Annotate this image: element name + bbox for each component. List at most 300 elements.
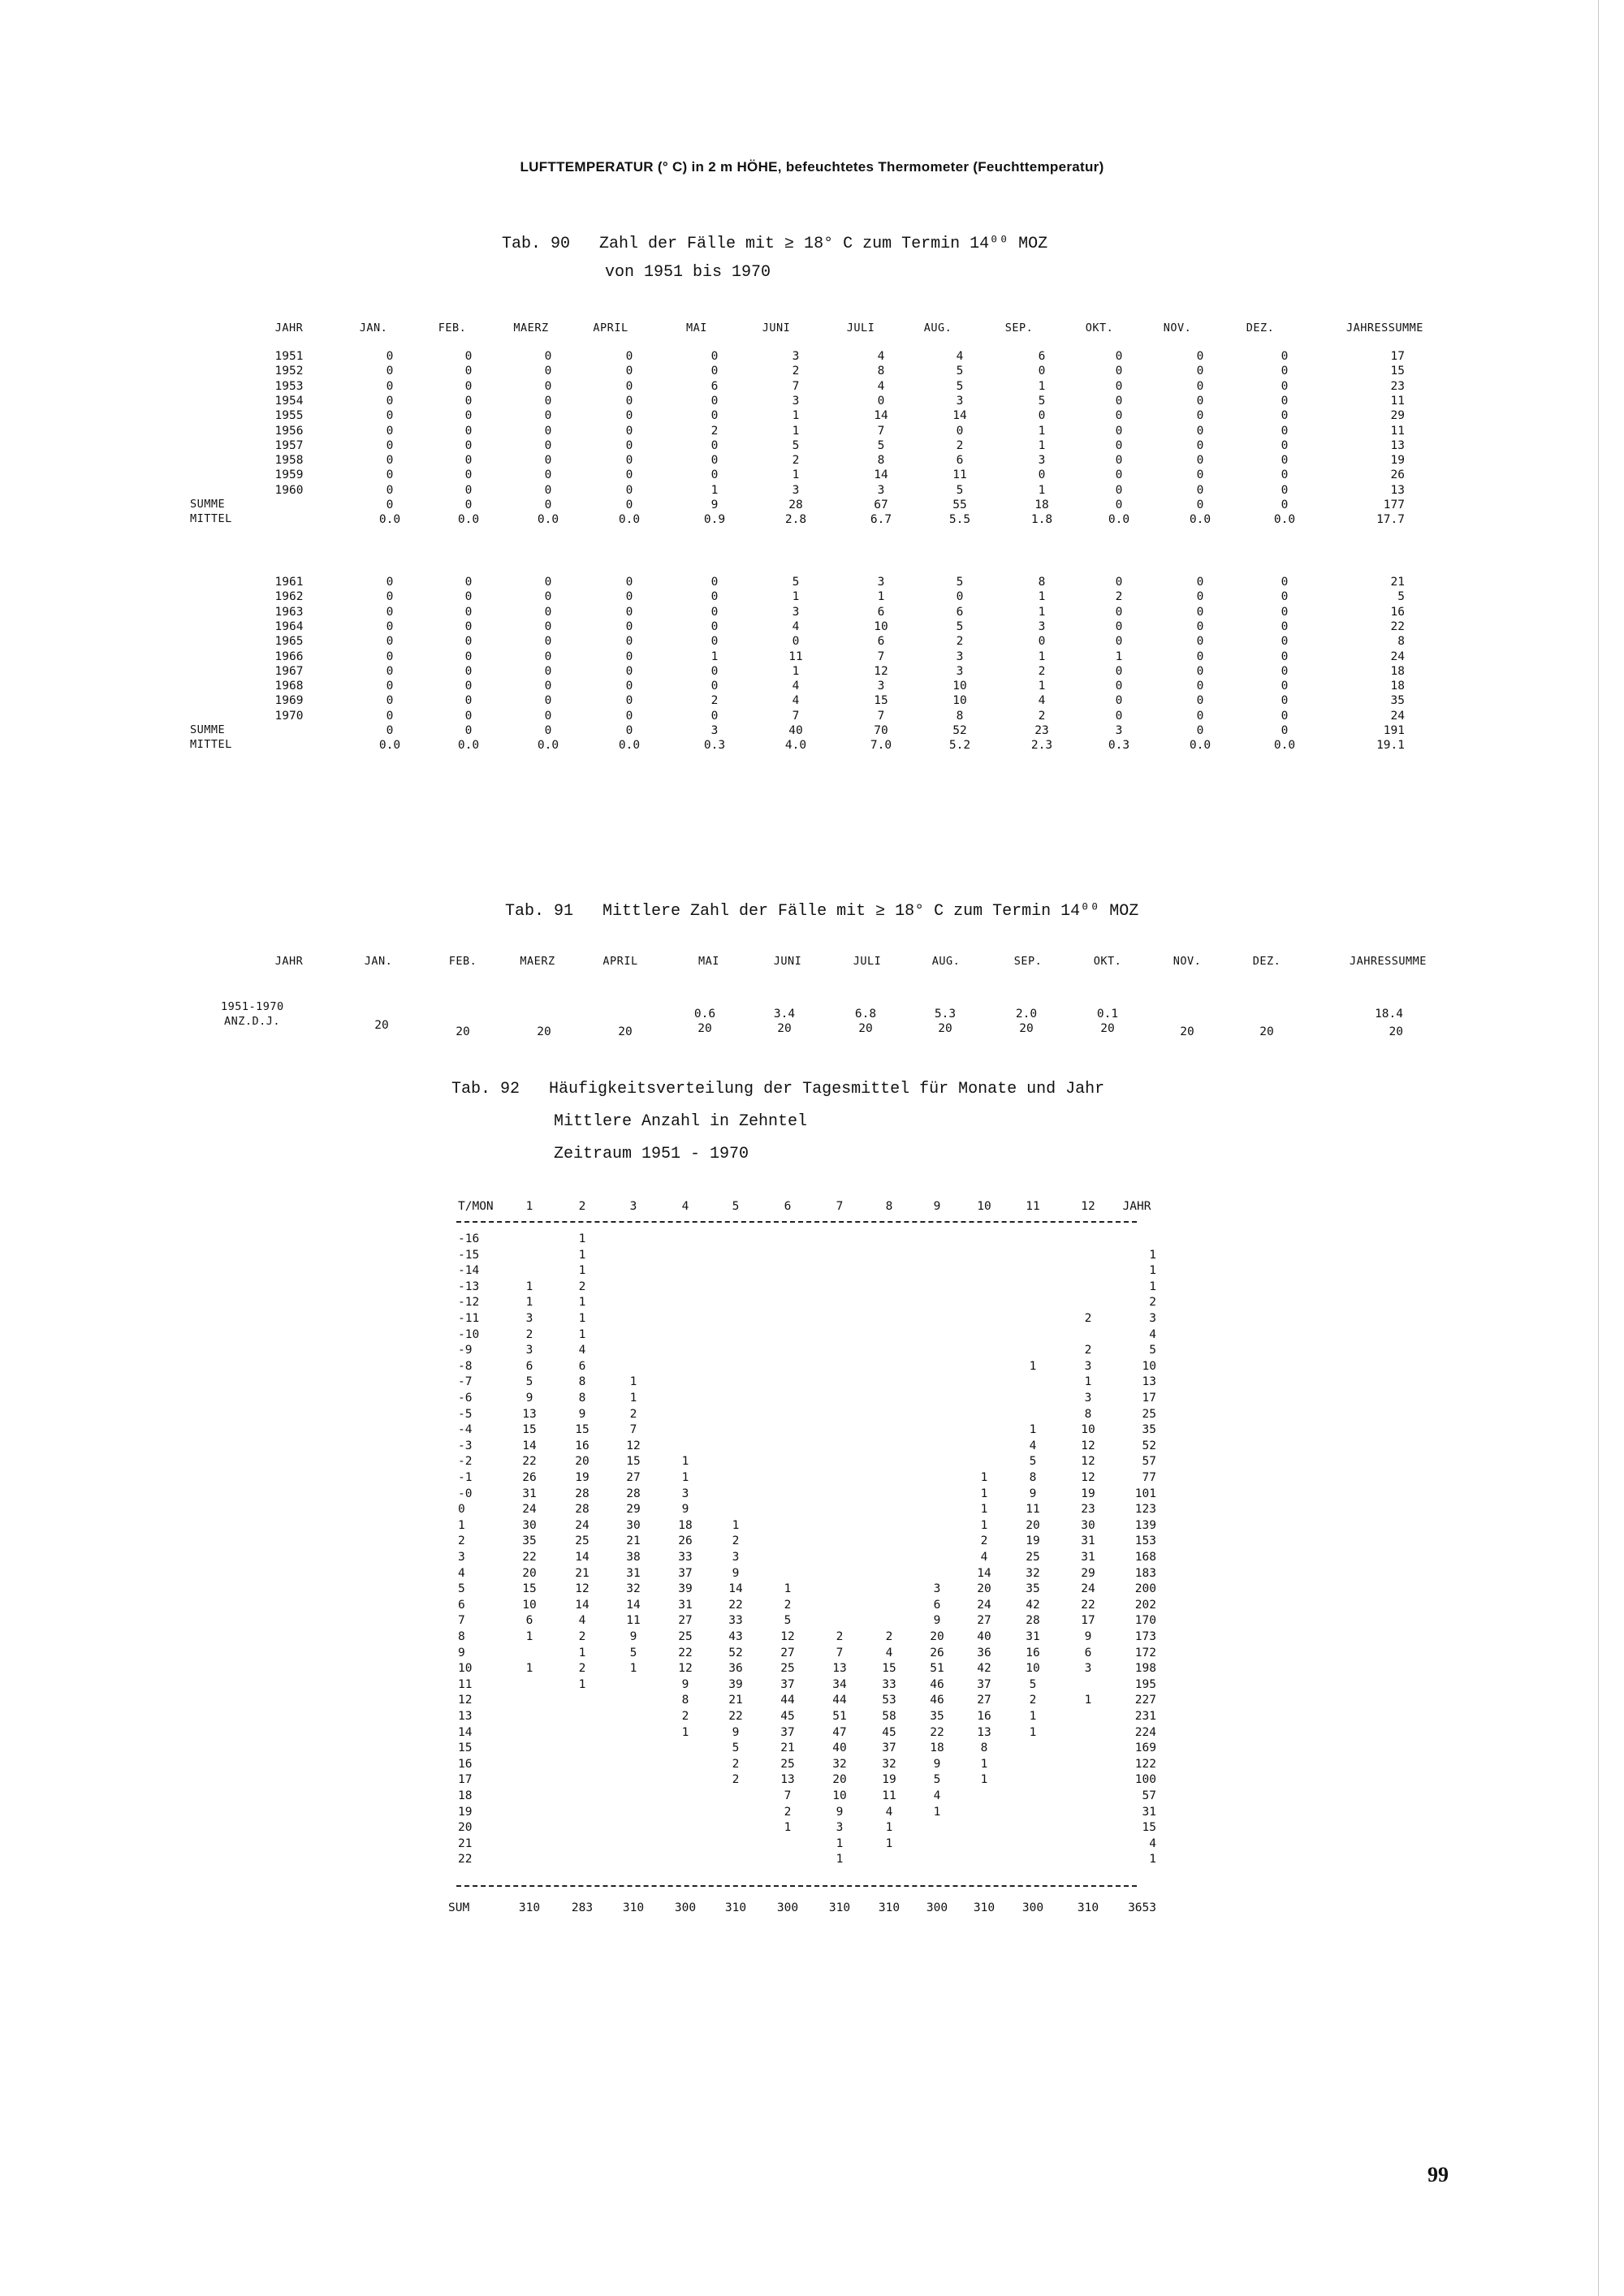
- tab90-b1-cell: 0: [1038, 365, 1046, 378]
- tab90-b2-cell: 0: [625, 650, 633, 663]
- tab90-b2-cell: 19.1: [1376, 739, 1405, 753]
- tab90-b2-cell: 0: [386, 724, 394, 737]
- tab90-b2-cell: 0: [386, 709, 394, 723]
- tab92-cell: 1: [525, 1630, 533, 1643]
- tab92-cell: 43: [728, 1630, 743, 1643]
- tab92-cell: 2: [525, 1327, 533, 1341]
- tab92-cell: 15: [1142, 1821, 1156, 1835]
- tab90-b2-cell: 0: [544, 709, 552, 723]
- tab90-b2-cell: 1: [1038, 590, 1046, 604]
- tab92-cell: 1: [629, 1392, 637, 1405]
- tab90-b2-cell: 0: [710, 664, 719, 678]
- tab92-cell: 25: [575, 1534, 590, 1548]
- tab90-b2-cell: 0: [544, 664, 552, 678]
- tab90-b1-cell: 0: [1115, 350, 1123, 363]
- tab90-b1-cell: 1: [1038, 438, 1046, 452]
- tab90-b1-cell: 0.0: [618, 513, 641, 527]
- tab90-b2-cell: 0.0: [1273, 739, 1296, 753]
- tab92-cell: 21: [780, 1741, 795, 1755]
- tab92-cell: 14: [626, 1598, 641, 1612]
- tab92-cell: 52: [1142, 1439, 1156, 1452]
- tab90-b2-cell: 0: [544, 590, 552, 604]
- tab92-cell: 183: [1134, 1566, 1156, 1580]
- tab90-b2-cell: 10: [874, 619, 888, 633]
- tab91-mean-cell: 2.0: [1015, 1008, 1038, 1021]
- tab92-cell: 13: [977, 1725, 991, 1739]
- tab92-row-header: T/MON: [458, 1200, 494, 1213]
- tab92-cell: 4: [885, 1646, 893, 1659]
- tab92-temp-label: 0: [458, 1503, 465, 1517]
- tab91-years-cell: 20: [1180, 1025, 1194, 1038]
- tab90-b1-cell: 0: [1281, 454, 1289, 468]
- tab92-cell: 37: [780, 1725, 795, 1739]
- tab92-month-header-6: 7: [836, 1200, 844, 1213]
- tab90-b2-cell: 5: [1397, 590, 1405, 604]
- tab92-month-header-0: 1: [525, 1200, 533, 1213]
- tab92-cell: 22: [1081, 1598, 1095, 1612]
- tab92-cell: 231: [1134, 1710, 1156, 1723]
- tab90-b1-cell: 0: [1281, 394, 1289, 408]
- tab90-b1-cell: 0: [1196, 394, 1204, 408]
- tab90-b2-cell: 7: [877, 709, 885, 723]
- tab90-b2-cell: 0: [1196, 694, 1204, 708]
- tab92-cell: 30: [522, 1518, 537, 1532]
- tab90-b2-cell: 0: [1196, 605, 1204, 619]
- tab90-b2-cell: 3: [877, 576, 885, 589]
- tab92-cell: 16: [575, 1439, 590, 1452]
- tab90-b2-cell: 2: [1038, 709, 1046, 723]
- tab92-cell: 28: [575, 1487, 590, 1500]
- tab92-cell: 9: [732, 1725, 740, 1739]
- tab92-cell: 4: [933, 1789, 941, 1802]
- tab90-b1-year-4: 1955: [274, 409, 304, 423]
- tab92-cell: 15: [522, 1423, 537, 1437]
- tab92-cell: 25: [780, 1662, 795, 1676]
- tab92-temp-label: -16: [458, 1232, 480, 1245]
- tab92-cell: 1: [980, 1503, 988, 1517]
- tab90-b1-cell: 5: [956, 379, 964, 393]
- tab92-cell: 14: [575, 1598, 590, 1612]
- tab92-cell: 30: [1081, 1518, 1095, 1532]
- tab90-b1-cell: 0: [625, 365, 633, 378]
- tab92-cell: 17: [1081, 1614, 1095, 1628]
- tab92-cell: 17: [1142, 1392, 1156, 1405]
- tab92-cell: 10: [832, 1789, 847, 1802]
- tab91-header-4: APRIL: [603, 955, 638, 968]
- tab90-b1-cell: 7: [877, 424, 885, 438]
- tab92-cell: 32: [882, 1757, 896, 1771]
- scan-edge: [1598, 0, 1599, 2296]
- tab92-cell: 5: [784, 1614, 792, 1628]
- tab90-b2-cell: 7: [792, 709, 800, 723]
- tab92-cell: 1: [1149, 1248, 1156, 1262]
- tab90-b2-cell: 0: [625, 724, 633, 737]
- tab90-b1-cell: 0: [1038, 409, 1046, 423]
- tab90-b1-cell: 6: [710, 379, 719, 393]
- tab92-cell: 2: [578, 1280, 586, 1293]
- tab90-b1-cell: 26: [1390, 468, 1405, 482]
- tab92-temp-label: -3: [458, 1439, 473, 1452]
- tab90-b2-cell: 0: [386, 664, 394, 678]
- tab90-b2-cell: 0: [625, 619, 633, 633]
- tab92-temp-label: 6: [458, 1598, 465, 1612]
- tab90-header-10: OKT.: [1085, 322, 1114, 334]
- tab90-b1-cell: 28: [788, 498, 803, 511]
- tab90-b2-cell: 0: [1115, 576, 1123, 589]
- tab90-b2-cell: 8: [1038, 576, 1046, 589]
- tab90-b2-cell: 191: [1383, 724, 1405, 737]
- tab90-b2-cell: 0: [1115, 694, 1123, 708]
- tab92-cell: 57: [1142, 1789, 1156, 1802]
- tab90-b2-cell: 0: [464, 650, 473, 663]
- tab92-cell: 2: [1029, 1694, 1037, 1707]
- tab90-header-1: JAN.: [359, 322, 388, 334]
- tab90-b2-cell: 0: [464, 664, 473, 678]
- tab92-temp-label: -6: [458, 1392, 473, 1405]
- tab90-b2-cell: 7.0: [870, 739, 892, 753]
- tab90-b2-cell: 0: [1196, 709, 1204, 723]
- tab92-cell: 12: [626, 1439, 641, 1452]
- tab90-b2-cell: 0: [1115, 619, 1123, 633]
- tab92-caption: Tab. 92 Häufigkeitsverteilung der Tagesmittel für Monate und Jahr: [451, 1080, 1105, 1098]
- tab90-b2-cell: 4: [792, 694, 800, 708]
- tab90-header-5: MAI: [686, 322, 707, 334]
- tab90-b1-cell: 0: [877, 394, 885, 408]
- tab90-b1-cell: 4: [877, 379, 885, 393]
- tab92-cell: 1: [885, 1836, 893, 1850]
- page-number: 99: [1427, 2163, 1449, 2186]
- tab90-b1-cell: 0: [1115, 365, 1123, 378]
- tab92-cell: 7: [629, 1423, 637, 1437]
- tab90-b1-cell: 0: [1115, 379, 1123, 393]
- tab92-cell: 4: [1149, 1327, 1156, 1341]
- tab92-cell: 27: [626, 1471, 641, 1484]
- tab90-b2-cell: 0: [1281, 680, 1289, 693]
- tab92-cell: 6: [525, 1359, 533, 1373]
- tab90-b1-cell: 1: [792, 409, 800, 423]
- tab92-cell: 1: [933, 1805, 941, 1819]
- tab92-cell: 37: [780, 1677, 795, 1691]
- tab92-cell: 1: [732, 1518, 740, 1532]
- tab90-b1-cell: 55: [952, 498, 967, 511]
- tab92-cell: 51: [930, 1662, 944, 1676]
- tab90-b1-cell: 0: [544, 365, 552, 378]
- tab91-years-cell: 20: [537, 1025, 551, 1038]
- tab92-sum-cell: 310: [622, 1901, 645, 1914]
- tab92-cell: 22: [728, 1710, 743, 1723]
- tab91-years-cell: 20: [1019, 1022, 1034, 1035]
- tab90-b2-cell: 18: [1390, 664, 1405, 678]
- tab92-cell: 1: [525, 1280, 533, 1293]
- tab92-cell: 1: [578, 1312, 586, 1325]
- tab90-b2-cell: 0: [544, 724, 552, 737]
- tab90-b2-cell: 2: [1115, 590, 1123, 604]
- tab92-cell: 9: [1084, 1630, 1092, 1643]
- tab92-cell: 3: [836, 1821, 844, 1835]
- tab92-cell: 32: [1026, 1566, 1040, 1580]
- tab90-b1-cell: 5: [1038, 394, 1046, 408]
- tab92-cell: 19: [575, 1471, 590, 1484]
- tab90-b2-cell: 0.0: [1189, 739, 1212, 753]
- tab90-b1-year-0: 1951: [274, 350, 304, 363]
- tab90-b1-cell: 0: [544, 379, 552, 393]
- tab90-b2-cell: 6: [956, 605, 964, 619]
- tab90-b2-cell: 0: [710, 709, 719, 723]
- tab91-years-cell: 20: [777, 1022, 792, 1035]
- tab90-b2-cell: 0: [1038, 635, 1046, 649]
- tab90-b2-cell: 10: [952, 694, 967, 708]
- tab90-b2-cell: 0: [1281, 619, 1289, 633]
- tab90-b1-cell: 0: [386, 438, 394, 452]
- tab90-b1-cell: 13: [1390, 483, 1405, 497]
- tab92-temp-label: 11: [458, 1677, 473, 1691]
- tab92-cell: 2: [885, 1630, 893, 1643]
- tab90-b1-cell: 0: [1281, 424, 1289, 438]
- tab90-b1-cell: 0: [1196, 438, 1204, 452]
- tab90-b2-cell: 3: [710, 724, 719, 737]
- tab92-temp-label: -13: [458, 1280, 480, 1293]
- tab92-cell: 2: [578, 1630, 586, 1643]
- tab92-temp-label: -14: [458, 1264, 480, 1278]
- tab90-b2-cell: 0: [1281, 664, 1289, 678]
- tab90-b2-cell: 3: [792, 605, 800, 619]
- tab92-cell: 28: [575, 1503, 590, 1517]
- tab90-b1-cell: 0: [1115, 409, 1123, 423]
- tab90-b1-cell: 0: [625, 483, 633, 497]
- tab90-b2-cell: 52: [952, 724, 967, 737]
- tab91-years-cell: 20: [858, 1022, 873, 1035]
- tab90-b1-year-8: 1959: [274, 468, 304, 482]
- tab92-cell: 9: [578, 1407, 586, 1421]
- tab90-b1-cell: 4: [877, 350, 885, 363]
- tab90-b1-cell: 0: [1281, 483, 1289, 497]
- tab92-temp-label: 14: [458, 1725, 473, 1739]
- tab92-cell: 4: [578, 1344, 586, 1357]
- tab90-b2-cell: 0: [464, 709, 473, 723]
- tab92-cell: 8: [1029, 1471, 1037, 1484]
- tab90-b1-cell: 14: [874, 468, 888, 482]
- tab90-header-6: JUNI: [762, 322, 791, 334]
- tab90-b2-cell: 0: [625, 590, 633, 604]
- tab90-b1-cell: 0: [464, 483, 473, 497]
- tab90-header-9: SEP.: [1004, 322, 1034, 334]
- tab90-b2-year-9: 1970: [274, 709, 304, 723]
- tab92-cell: 8: [578, 1375, 586, 1389]
- tab92-cell: 19: [1026, 1534, 1040, 1548]
- tab92-cell: 22: [522, 1455, 537, 1469]
- tab92-cell: 1: [1029, 1725, 1037, 1739]
- tab92-month-header-8: 9: [933, 1200, 941, 1213]
- tab92-cell: 6: [578, 1359, 586, 1373]
- tab92-cell: 22: [728, 1598, 743, 1612]
- tab90-b2-cell: 0: [710, 619, 719, 633]
- tab90-b2-cell: 22: [1390, 619, 1405, 633]
- tab92-cell: 31: [678, 1598, 693, 1612]
- tab90-b2-cell: 0: [464, 680, 473, 693]
- tab91-mean-cell: 18.4: [1375, 1008, 1403, 1021]
- tab92-cell: 1: [578, 1232, 586, 1245]
- tab91-header-7: JULI: [853, 955, 882, 968]
- tab90-b2-cell: 0: [464, 694, 473, 708]
- tab92-temp-label: 19: [458, 1805, 473, 1819]
- tab90-b2-year-1: 1962: [274, 590, 304, 604]
- tab92-temp-label: 10: [458, 1662, 473, 1676]
- tab90-b1-cell: 0: [625, 498, 633, 511]
- tab90-b1-cell: 0: [544, 409, 552, 423]
- tab90-b2-cell: 0: [544, 605, 552, 619]
- tab91-years-cell: 20: [618, 1025, 633, 1038]
- tab92-cell: 13: [1142, 1375, 1156, 1389]
- tab90-b1-cell: 0: [1038, 468, 1046, 482]
- tab92-cell: 168: [1134, 1551, 1156, 1564]
- tab92-temp-label: 20: [458, 1821, 473, 1835]
- tab92-cell: 9: [732, 1566, 740, 1580]
- tab91-header-3: MAERZ: [520, 955, 555, 968]
- tab90-b1-cell: 0: [1281, 468, 1289, 482]
- tab90-b2-cell: 0: [544, 680, 552, 693]
- tab90-b2-cell: 0: [1281, 724, 1289, 737]
- tab92-cell: 34: [832, 1677, 847, 1691]
- tab90-caption-period: von 1951 bis 1970: [605, 263, 771, 282]
- tab92-cell: 1: [681, 1455, 689, 1469]
- tab90-b1-cell: 0: [1196, 379, 1204, 393]
- tab92-month-header-12: JAHR: [1122, 1200, 1151, 1213]
- tab90-b1-cell: 8: [877, 365, 885, 378]
- tab90-b1-cell: 0: [1196, 468, 1204, 482]
- tab92-sum-cell: 283: [571, 1901, 594, 1914]
- tab90-b2-cell: 0: [1196, 619, 1204, 633]
- tab90-header-4: APRIL: [593, 322, 628, 334]
- tab92-cell: 9: [933, 1757, 941, 1771]
- tab90-b1-cell: 0: [544, 394, 552, 408]
- tab90-b1-cell: 0: [1115, 483, 1123, 497]
- tab92-cell: 26: [930, 1646, 944, 1659]
- tab90-b1-cell: 0: [464, 498, 473, 511]
- tab92-cell: 1: [1149, 1853, 1156, 1867]
- tab92-cell: 39: [678, 1582, 693, 1596]
- tab90-b2-cell: 0: [464, 724, 473, 737]
- tab90-b2-cell: 35: [1390, 694, 1405, 708]
- tab92-cell: 172: [1134, 1646, 1156, 1659]
- tab90-b1-cell: 0: [956, 424, 964, 438]
- tab90-b2-cell: 1: [1038, 650, 1046, 663]
- tab92-cell: 173: [1134, 1630, 1156, 1643]
- tab92-temp-label: 15: [458, 1741, 473, 1755]
- tab90-b2-cell: 1: [792, 664, 800, 678]
- tab92-cell: 28: [626, 1487, 641, 1500]
- tab90-b1-cell: 0: [1115, 424, 1123, 438]
- tab92-cell: 2: [980, 1534, 988, 1548]
- tab90-b1-cell: 0: [1281, 409, 1289, 423]
- tab92-cell: 29: [626, 1503, 641, 1517]
- tab92-cell: 170: [1134, 1614, 1156, 1628]
- tab92-temp-label: -9: [458, 1344, 473, 1357]
- tab92-cell: 1: [1029, 1359, 1037, 1373]
- tab90-b1-cell: 3: [792, 394, 800, 408]
- tab90-b2-cell: 0: [1115, 709, 1123, 723]
- tab92-cell: 31: [1081, 1551, 1095, 1564]
- tab92-cell: 13: [780, 1773, 795, 1787]
- tab90-b1-cell: 0.0: [378, 513, 401, 527]
- tab90-b1-cell: 67: [874, 498, 888, 511]
- tab92-cell: 57: [1142, 1455, 1156, 1469]
- tab90-b1-cell: 0: [386, 350, 394, 363]
- tab92-cell: 2: [1149, 1296, 1156, 1310]
- tab92-cell: 20: [930, 1630, 944, 1643]
- tab90-b2-cell: 0: [1281, 650, 1289, 663]
- tab90-b1-cell: 0: [544, 350, 552, 363]
- tab90-b2-year-6: 1967: [274, 664, 304, 678]
- tab90-b2-cell: 0: [386, 619, 394, 633]
- tab90-b1-cell: 0: [625, 454, 633, 468]
- tab90-b2-cell: 5.2: [948, 739, 971, 753]
- tab92-cell: 36: [977, 1646, 991, 1659]
- tab90-b2-cell: 4: [1038, 694, 1046, 708]
- tab90-b1-cell: 0: [1115, 498, 1123, 511]
- tab92-cell: 26: [678, 1534, 693, 1548]
- tab92-cell: 5: [1029, 1455, 1037, 1469]
- tab90-b2-cell: 0: [544, 619, 552, 633]
- tab91-mean-cell: 0.1: [1096, 1008, 1119, 1021]
- tab90-b1-cell: 0: [710, 409, 719, 423]
- tab92-cell: 1: [525, 1296, 533, 1310]
- tab92-cell: 12: [678, 1662, 693, 1676]
- tab92-cell: 3: [525, 1344, 533, 1357]
- tab90-b1-cell: 11: [1390, 394, 1405, 408]
- tab92-cell: 22: [678, 1646, 693, 1659]
- tab92-cell: 1: [629, 1662, 637, 1676]
- tab90-b2-cell: 2: [956, 635, 964, 649]
- tab92-temp-label: 13: [458, 1710, 473, 1723]
- tab92-cell: 11: [626, 1614, 641, 1628]
- tab90-b2-cell: 0: [1196, 664, 1204, 678]
- tab90-b1-cell: 0: [625, 468, 633, 482]
- tab92-cell: 33: [728, 1614, 743, 1628]
- tab90-b1-cell: 3: [792, 483, 800, 497]
- tab90-b1-cell: 7: [792, 379, 800, 393]
- tab92-sum-cell: 300: [674, 1901, 697, 1914]
- tab92-cell: 46: [930, 1694, 944, 1707]
- tab90-b1-cell: 177: [1383, 498, 1405, 511]
- tab90-b1-cell: 1: [792, 468, 800, 482]
- tab90-b1-cell: 2.8: [784, 513, 807, 527]
- tab92-cell: 27: [780, 1646, 795, 1659]
- tab92-cell: 5: [629, 1646, 637, 1659]
- tab90-b1-cell: 0: [544, 498, 552, 511]
- tab92-cell: 31: [1026, 1630, 1040, 1643]
- tab90-b1-cell: 0: [464, 365, 473, 378]
- tab92-cell: 198: [1134, 1662, 1156, 1676]
- tab90-b1-cell: 0: [625, 409, 633, 423]
- tab90-b1-cell: 0: [464, 438, 473, 452]
- tab92-cell: 2: [732, 1773, 740, 1787]
- tab92-cell: 1: [1029, 1423, 1037, 1437]
- tab90-b1-cell: 0.0: [1273, 513, 1296, 527]
- tab90-b1-cell: 3: [792, 350, 800, 363]
- tab91-header-0: JAHR: [274, 955, 304, 968]
- tab90-b2-cell: 0.3: [1108, 739, 1130, 753]
- tab90-b1-cell: 0: [386, 409, 394, 423]
- tab90-b2-cell: 3: [1038, 619, 1046, 633]
- tab90-b1-cell: 0: [1196, 483, 1204, 497]
- tab90-b1-cell: 2: [792, 454, 800, 468]
- tab92-cell: 2: [578, 1662, 586, 1676]
- tab90-b1-cell: 0: [710, 454, 719, 468]
- tab92-cell: 123: [1134, 1503, 1156, 1517]
- tab90-b1-cell: 0: [1196, 498, 1204, 511]
- tab90-b2-cell: 3: [956, 650, 964, 663]
- tab92-cell: 24: [575, 1518, 590, 1532]
